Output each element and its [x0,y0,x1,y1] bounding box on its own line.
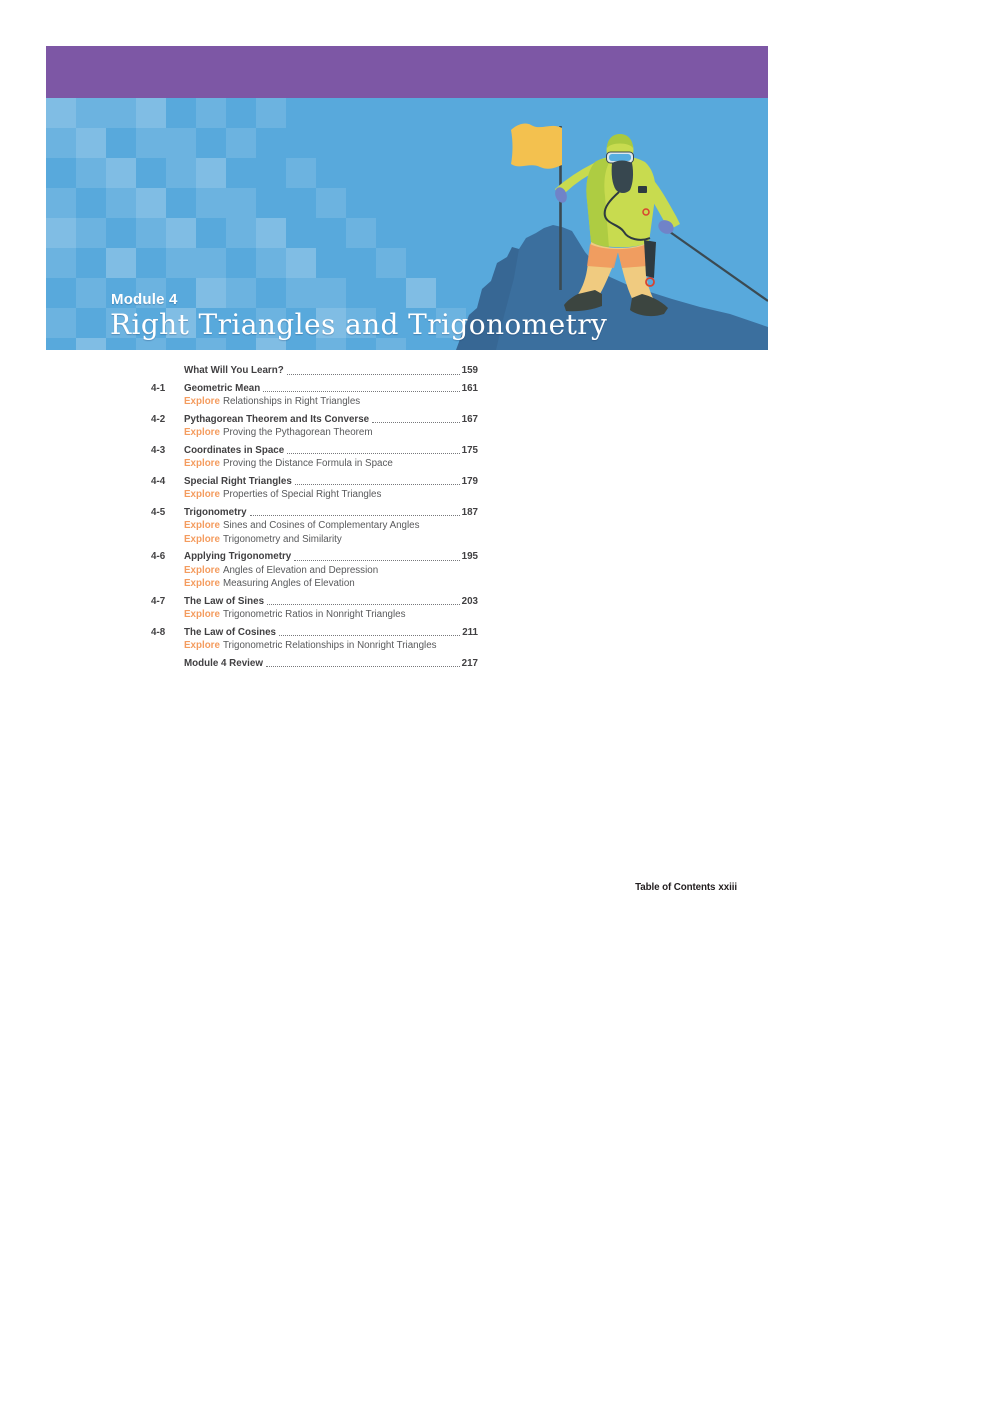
toc-explore-line[interactable] [151,488,478,502]
thigh-pouch [644,240,656,278]
toc-explore-line[interactable] [151,395,478,409]
module-header-art [46,46,768,350]
toc-entry-title[interactable]: Applying Trigonometry [184,551,292,562]
toc-entry [151,595,478,622]
explore-label: Explore [184,564,220,576]
footer-page-number: xxiii [718,882,737,893]
explore-title: Relationships in Right Triangles [222,396,361,407]
toc-entry [151,444,478,471]
purple-top-bar [46,46,768,98]
toc-entry-title[interactable]: Trigonometry [184,506,247,518]
toc-entry-page[interactable]: 175 [461,444,478,456]
explore-label: Explore [184,520,220,531]
chest-pocket [638,186,647,193]
module-title: Right Triangles and Trigonometry [110,308,608,341]
toc-entry-page[interactable]: 203 [461,595,478,607]
footer-section-label: Table of Contents [635,882,716,893]
toc-entry-number: 4-7 [151,595,166,607]
toc-entry-number [151,364,184,378]
explore-title: Proving the Distance Formula in Space [222,458,393,469]
table-of-contents [151,364,478,674]
toc-entry-number: 4-6 [151,551,166,562]
toc-entry [151,413,478,440]
toc-leader-dots [295,484,460,485]
explore-title: Trigonometry and Similarity [222,533,342,545]
climber-goggles-lens [609,154,631,161]
toc-explore-line[interactable] [151,564,478,578]
toc-leader-dots [287,453,459,454]
toc-entry [151,657,478,671]
toc-leader-dots [294,560,459,561]
explore-label: Explore [184,533,220,545]
explore-title: Trigonometric Relationships in Nonright Triangles [222,640,437,651]
toc-entry-page[interactable]: 187 [461,506,478,518]
toc-entry-page[interactable]: 159 [461,365,478,376]
explore-label: Explore [184,609,220,620]
toc-entry-title[interactable]: Special Right Triangles [184,475,292,487]
explore-title: Proving the Pythagorean Theorem [222,427,373,438]
toc-entry [151,382,478,409]
toc-leader-dots [267,604,460,605]
page-footer [560,882,737,893]
explore-label: Explore [184,458,220,469]
toc-explore-line[interactable] [151,457,478,471]
toc-explore-line[interactable] [151,577,478,591]
toc-entry [151,475,478,502]
toc-leader-dots [279,635,460,636]
toc-entry-page[interactable]: 195 [461,551,478,562]
toc-entry-number: 4-4 [151,475,166,487]
toc-entry-title[interactable]: Geometric Mean [184,382,261,394]
toc-entry [151,550,478,591]
explore-title: Trigonometric Ratios in Nonright Triangles [222,609,406,620]
toc-entry-number: 4-8 [151,626,166,638]
toc-explore-line[interactable] [151,639,478,653]
toc-entry [151,626,478,653]
toc-explore-line[interactable] [151,519,478,533]
explore-title: Properties of Special Right Triangles [222,489,382,500]
toc-entry-title[interactable]: The Law of Sines [184,595,265,607]
toc-explore-line[interactable] [151,608,478,622]
explore-label: Explore [184,578,220,589]
toc-leader-dots [250,515,460,516]
toc-entry-page[interactable]: 217 [461,657,478,669]
flag-icon [511,124,562,169]
toc-entry-title[interactable]: Pythagorean Theorem and Its Converse [184,413,370,425]
toc-entry-number [151,657,184,671]
explore-title: Measuring Angles of Elevation [222,578,355,589]
toc-entry-page[interactable]: 211 [462,626,478,638]
toc-leader-dots [266,666,460,667]
explore-title: Sines and Cosines of Complementary Angles [222,520,420,531]
toc-entry-title[interactable]: The Law of Cosines [184,626,276,638]
toc-leader-dots [372,422,460,423]
toc-leader-dots [263,391,459,392]
toc-entry-page[interactable]: 179 [461,475,478,487]
toc-entry-page[interactable]: 161 [461,382,478,394]
explore-label: Explore [184,396,220,407]
toc-entry-number: 4-3 [151,444,166,456]
explore-label: Explore [184,640,220,651]
explore-label: Explore [184,489,220,500]
toc-entry [151,506,478,547]
toc-entry-title[interactable]: Coordinates in Space [184,444,285,456]
toc-entry-number: 4-2 [151,413,166,425]
toc-explore-line[interactable] [151,533,478,547]
toc-entry-number: 4-1 [151,382,166,394]
explore-label: Explore [184,427,220,438]
toc-entry [151,364,478,378]
toc-leader-dots [287,374,460,375]
toc-explore-line[interactable] [151,426,478,440]
explore-title: Angles of Elevation and Depression [222,564,379,576]
toc-entry-number: 4-5 [151,506,166,518]
toc-entry-title[interactable]: What Will You Learn? [184,365,284,376]
toc-entry-title[interactable]: Module 4 Review [184,657,263,669]
toc-entry-page[interactable]: 167 [461,413,478,425]
module-label: Module 4 [111,291,178,308]
